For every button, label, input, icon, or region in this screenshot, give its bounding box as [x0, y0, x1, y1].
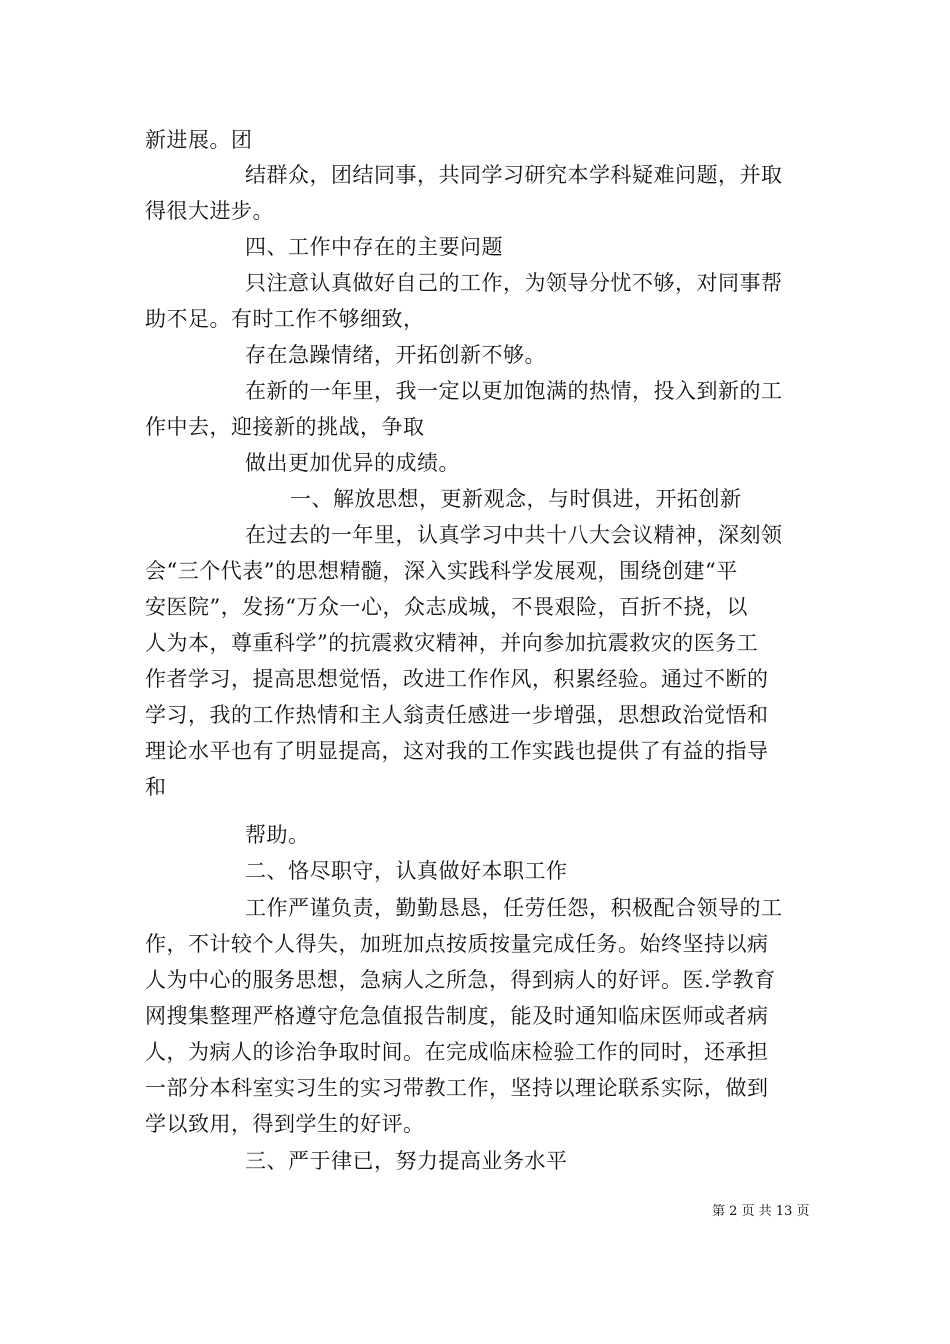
text-line: 网搜集整理严格遵守危急值报告制度，能及时通知临床医师或者病 [145, 1004, 769, 1028]
text-line: 一部分本科室实习生的实习带教工作，坚持以理论联系实际，做到 [145, 1076, 769, 1100]
section-heading: 二、恪尽职守，认真做好本职工作 [245, 859, 568, 883]
section-heading: 四、工作中存在的主要问题 [245, 235, 503, 259]
section-heading: 一、解放思想，更新观念，与时俱进，开拓创新 [290, 487, 742, 511]
text-line: 学习，我的工作热情和主人翁责任感进一步增强，思想政治觉悟和 [145, 703, 769, 727]
text-line: 在过去的一年里，认真学习中共十八大会议精神，深刻领 [245, 523, 783, 547]
text-line: 理论水平也有了明显提高，这对我的工作实践也提供了有益的指导 [145, 739, 769, 763]
section-heading: 三、严于律已，努力提高业务水平 [245, 1149, 568, 1173]
text-line: 做出更加优异的成绩。 [245, 451, 460, 475]
text-line: 会“三个代表”的思想精髓，深入实践科学发展观，围绕创建“平 [145, 559, 738, 583]
text-line: 帮助。 [245, 823, 310, 847]
text-line: 和 [145, 775, 167, 799]
text-line: 存在急躁情绪，开拓创新不够。 [245, 343, 546, 367]
text-line: 人为中心的服务思想，急病人之所急，得到病人的好评。医.学教育 [145, 968, 776, 992]
text-line: 学以致用，得到学生的好评。 [145, 1112, 425, 1136]
text-line: 在新的一年里，我一定以更加饱满的热情，投入到新的工 [245, 379, 783, 403]
text-line: 作者学习，提高思想觉悟，改进工作作风，积累经验。通过不断的 [145, 667, 769, 691]
text-line: 结群众，团结同事，共同学习研究本学科疑难问题，并取 [245, 163, 783, 187]
text-line: 得很大进步。 [145, 199, 274, 223]
text-line: 工作严谨负责，勤勤恳恳，任劳任怨，积极配合领导的工 [245, 896, 783, 920]
text-line: 只注意认真做好自己的工作，为领导分忧不够，对同事帮 [245, 271, 783, 295]
text-line: 作，不计较个人得失，加班加点按质按量完成任务。始终坚持以病 [145, 932, 769, 956]
text-line: 助不足。有时工作不够细致， [145, 307, 425, 331]
text-line: 人为本，尊重科学”的抗震救灾精神，并向参加抗震救灾的医务工 [145, 631, 759, 655]
text-line: 作中去，迎接新的挑战，争取 [145, 415, 425, 439]
text-line: 新进展。团 [145, 128, 253, 152]
text-line: 人，为病人的诊治争取时间。在完成临床检验工作的同时，还承担 [145, 1040, 769, 1064]
text-line: 安医院”，发扬“万众一心，众志成城，不畏艰险，百折不挠，以 [145, 595, 748, 619]
page-number-footer: 第 2 页 共 13 页 [712, 1204, 810, 1219]
